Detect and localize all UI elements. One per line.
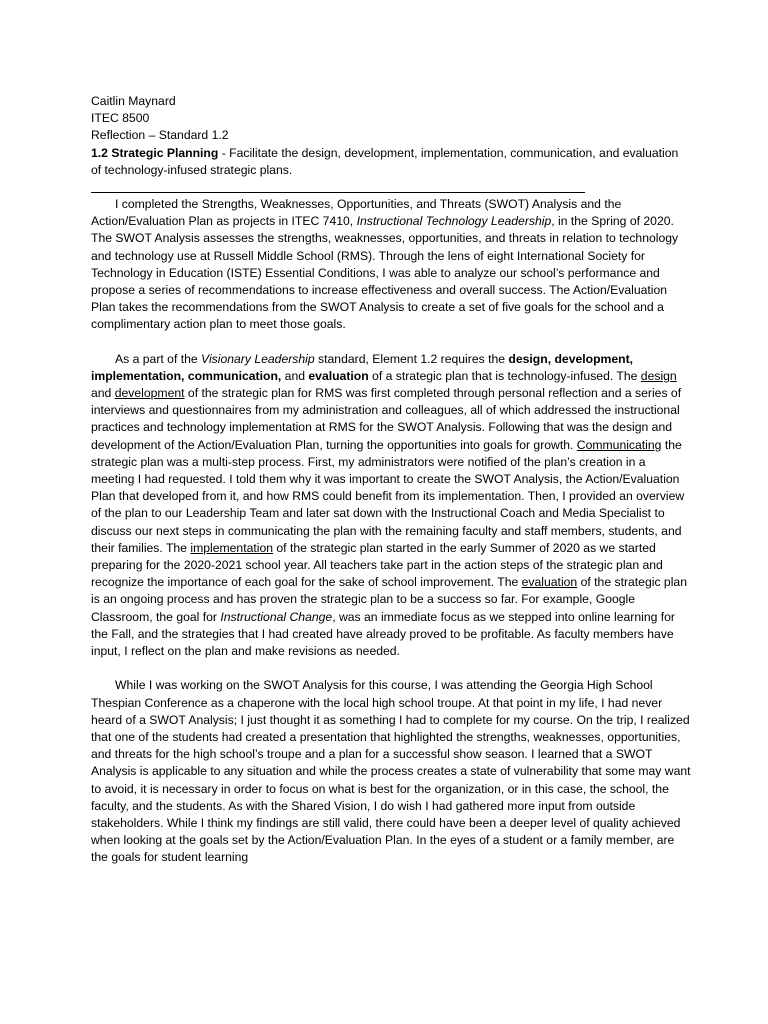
assignment-title: Reflection – Standard 1.2 <box>91 128 229 143</box>
p2-text-g: of a strategic plan that is technology-infused. The <box>368 368 641 383</box>
p2-bold-elements: design, development, implementation, communication, <box>91 351 634 383</box>
underlined-evaluation: evaluation <box>521 575 578 590</box>
course-code: ITEC 8500 <box>91 111 150 126</box>
p2-text-s: , was an immediate focus as we stepped into online learning for the Fall, and the strategies that I had created have already proved to be profitable. As faculty members have input, I reflect on the plan and make revisions as needed. <box>91 609 675 659</box>
p2-text-c: standard, Element 1.2 requires the <box>314 351 509 366</box>
standard-statement <box>91 145 691 179</box>
p2-text-a: As a part of the <box>115 351 202 366</box>
underlined-design: design <box>640 368 677 383</box>
author-name: Caitlin Maynard <box>91 94 176 108</box>
underlined-communicating: Communicating <box>576 437 662 452</box>
p2-text-o: of the strategic plan started in the early Summer of 2020 as we started preparing for the 2020-2021 school year. All teachers take part in the action steps of the strategic plan and recognize the importance of each goal for the sake of school improvement. The <box>91 540 663 590</box>
course-title-italic: Instructional Technology Leadership <box>356 214 552 229</box>
goal-name-italic: Instructional Change <box>220 609 333 624</box>
underlined-implementation: implementation <box>190 540 274 555</box>
standard-title: 1.2 Strategic Planning <box>91 145 219 160</box>
p2-bold-evaluation: evaluation <box>308 368 369 383</box>
p1-text-c: , in the Spring of 2020. The SWOT Analysis assesses the strengths, weaknesses, opportunities, and threats in relation to technology and technology use at Russell Middle School (RMS). Through the lens of eight International Society for Technology in Education (ISTE) Essential Conditions, I was able to analyze our school’s performance and propose a series of recommendations to increase effectiveness and overall success. The Action/Evaluation Plan takes the recommendations from the SWOT Analysis to create a set of five goals for the school and a complimentary action plan to meet those goals. <box>91 214 679 332</box>
document-page <box>91 93 691 867</box>
underlined-development: development <box>114 386 185 401</box>
p2-text-k: of the strategic plan for RMS was first completed through personal reflection and a series of interviews and questionnaires from my administration and colleagues, all of which addressed the instructional practices and technology implementation at RMS for the SWOT Analysis. Following that was the design and development of the Action/Evaluation Plan, turning the opportunities into goals for growth. <box>91 386 682 452</box>
paragraph-visionary-leadership <box>91 351 691 661</box>
paragraph-thespian-conference: While I was working on the SWOT Analysis for this course, I was attending the Georgia High School Thespian Conference as a chaperone with the local high school troupe. At that point in my life, I had never heard of a SWOT Analysis; I just thought it as something I had to complete for my course. On the trip, I realized that one of the students had created a presentation that highlighted the strengths, weaknesses, opportunities, and threats for the high school’s troupe and a plan for a successful show season. I learned that a SWOT Analysis is applicable to any situation and while the process creates a state of vulnerability that some may want to avoid, it is necessary in order to focus on what is best for the organization, or in this case, the school, the faculty, and the students. As with the Shared Vision, I do wish I had gathered more input from outside stakeholders. While I think my findings are still valid, there could have been a deeper level of quality achieved when looking at the goals set by the Action/Evaluation Plan. In the eyes of a student or a family member, are the goals for student learning <box>91 678 691 865</box>
paragraph-swot-overview <box>91 196 691 334</box>
p2-text-e: and <box>281 368 309 383</box>
divider-line <box>91 192 585 193</box>
standard-name-italic: Visionary Leadership <box>201 351 315 366</box>
p1-text-a: I completed the Strengths, Weaknesses, Opportunities, and Threats (SWOT) Analysis and the Action/Evaluation Plan as projects in ITEC 7410, <box>91 197 622 229</box>
standard-description: - Facilitate the design, development, implementation, communication, and evaluation of technology-infused strategic plans. <box>91 145 679 177</box>
p2-text-m: the strategic plan was a multi-step process. First, my administrators were notified of the plan’s creation in a meeting I had requested. I told them why it was important to create the SWOT Analysis, the Action/Evaluation Plan that developed from it, and how RMS could benefit from its implementation. Then, I provided an overview of the plan to our Leadership Team and later sat down with the Instructional Coach and Media Specialist to discuss our next steps in communicating the plan with the remaining faculty and staff members, students, and their families. The <box>91 437 685 555</box>
p2-text-i: and <box>91 386 115 401</box>
p2-text-q: of the strategic plan is an ongoing process and has proven the strategic plan to be a success so far. For example, Google Classroom, the goal for <box>91 575 687 624</box>
